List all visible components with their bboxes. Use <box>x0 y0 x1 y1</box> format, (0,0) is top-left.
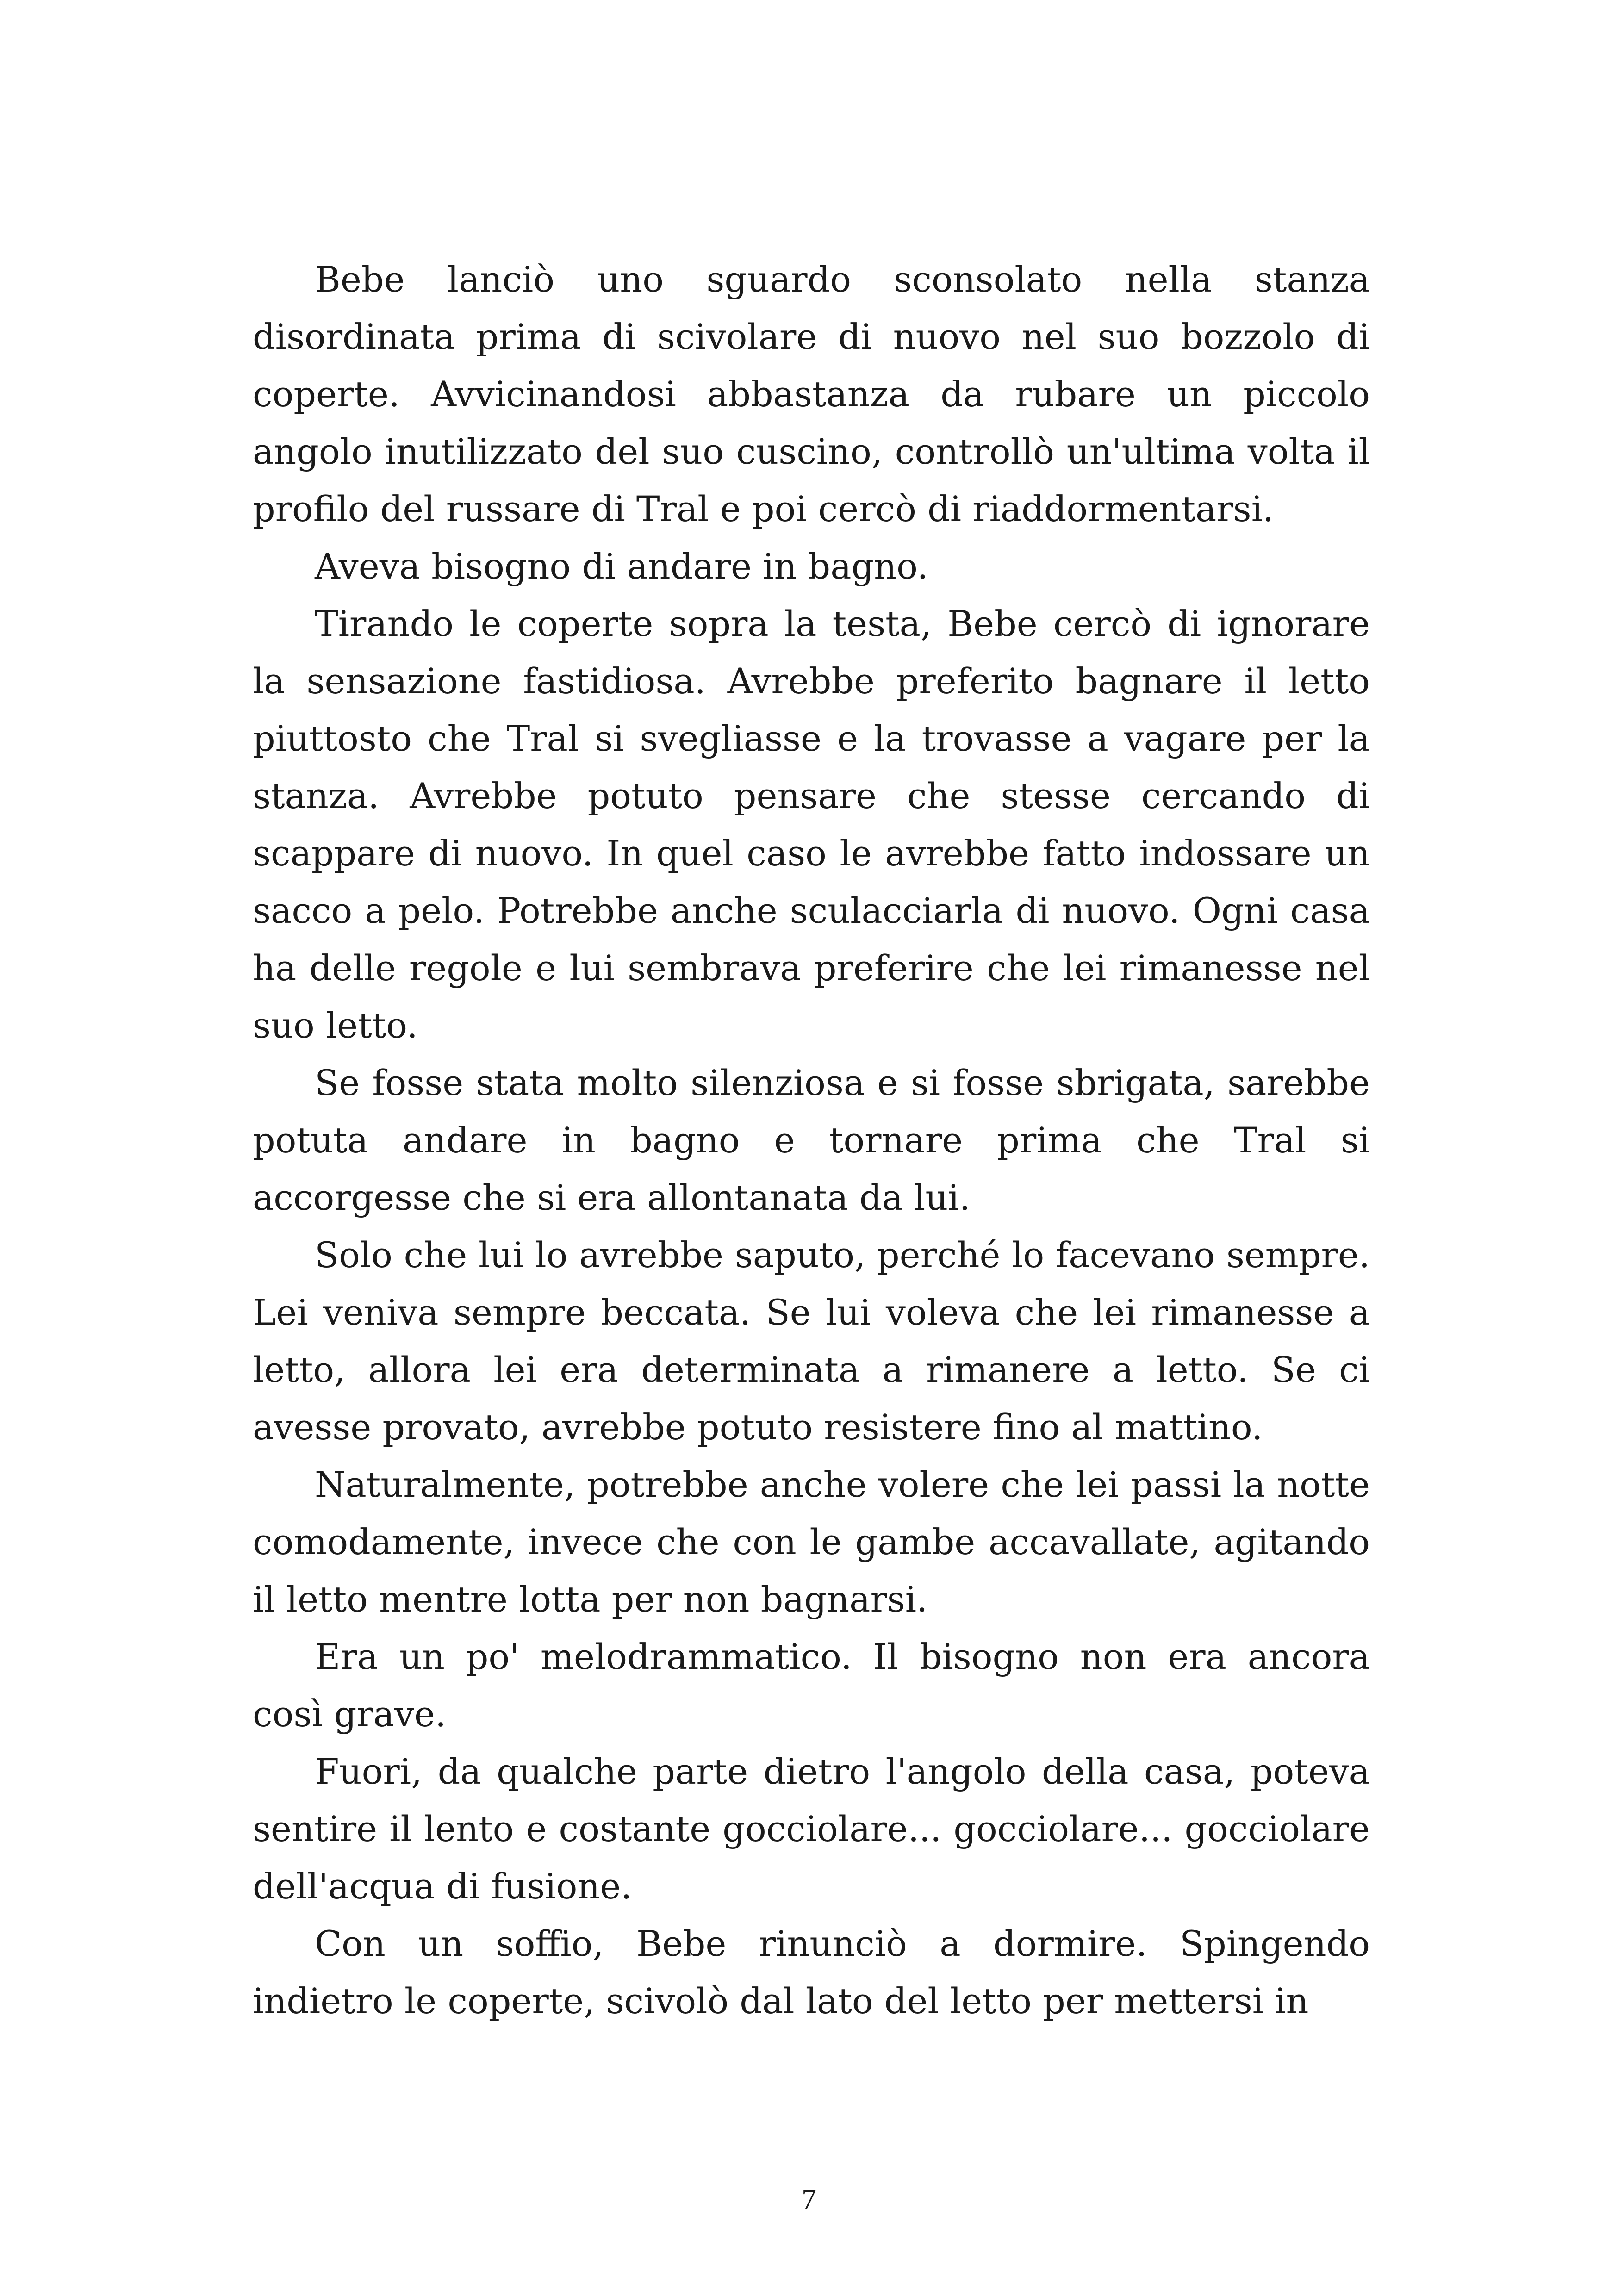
paragraph: Era un po' melodrammatico. Il bisogno non era ancora così grave. <box>253 1636 1370 1735</box>
paragraph: Solo che lui lo avrebbe saputo, perché lo facevano sempre. Lei veniva sempre beccata. Se lui voleva che lei rimanesse a letto, allora lei era determinata a rimanere a letto. Se ci avesse provato, avrebbe potuto resistere fino al mattino. <box>253 1234 1370 1448</box>
page-number: 7 <box>802 2183 816 2215</box>
paragraph: Naturalmente, potrebbe anche volere che lei passi la notte comodamente, invece che con le gambe accavallate, agitando il letto mentre lotta per non bagnarsi. <box>253 1464 1370 1620</box>
paragraph: Se fosse stata molto silenziosa e si fosse sbrigata, sarebbe potuta andare in bagno e tornare prima che Tral si accorgesse che si era allontanata da lui. <box>253 1062 1370 1218</box>
paragraph: Con un soffio, Bebe rinunciò a dormire. Spingendo indietro le coperte, scivolò dal lato del letto per mettersi in <box>253 1923 1370 2022</box>
paragraph: Tirando le coperte sopra la testa, Bebe cercò di ignorare la sensazione fastidiosa. Avrebbe preferito bagnare il letto piuttosto che Tral si svegliasse e la trovasse a vagare per la stanza. Avrebbe potuto pensare che stesse cercando di scappare di nuovo. In quel caso le avrebbe fatto indossare un sacco a pelo. Potrebbe anche sculacciarla di nuovo. Ogni casa ha delle regole e lui sembrava preferire che lei rimanesse nel suo letto. <box>253 603 1370 1046</box>
paragraph: Fuori, da qualche parte dietro l'angolo della casa, poteva sentire il lento e costante gocciolare... gocciolare... gocciolare dell'acqua di fusione. <box>253 1751 1370 1907</box>
paragraph: Aveva bisogno di andare in bagno. <box>315 546 928 587</box>
paragraph: Bebe lanciò uno sguardo sconsolato nella stanza disordinata prima di scivolare di nuovo nel suo bozzolo di coperte. Avvicinandosi abbastanza da rubare un piccolo angolo inutilizzato del suo cuscino, controllò un'ultima volta il profilo del russare di Tral e poi cercò di riaddormentarsi. <box>253 259 1370 529</box>
body-text <box>253 251 1370 2030</box>
